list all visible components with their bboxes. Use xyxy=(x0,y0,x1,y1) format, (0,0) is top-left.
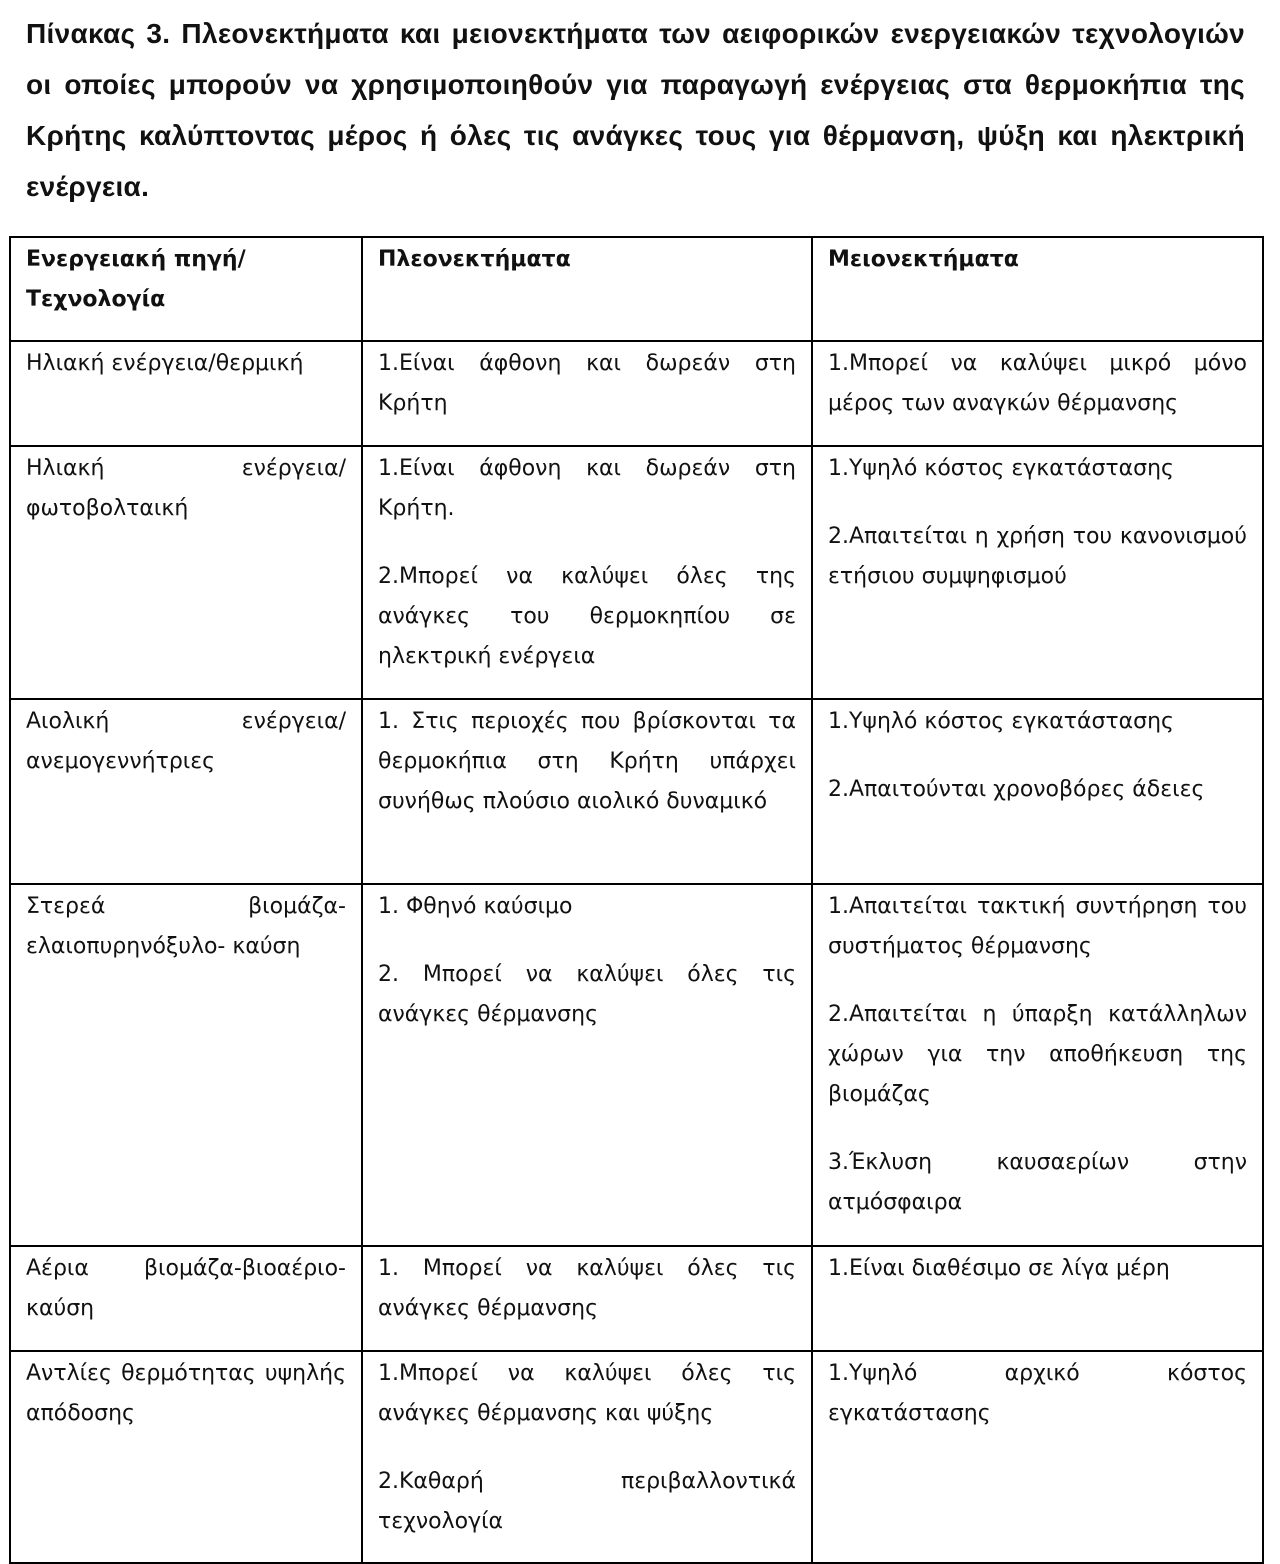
disadvantage-item: 2.Απαιτούνται χρονοβόρες άδειες xyxy=(828,777,1205,802)
advantages-cell xyxy=(362,446,812,699)
disadvantage-item: 1.Υψηλό κόστος εγκατάστασης xyxy=(828,709,1174,734)
disadvantage-item: 1.Μπορεί να καλύψει μικρό μόνο μέρος των αναγκών θέρμανσης xyxy=(828,351,1247,416)
advantage-item: 2. Μπορεί να καλύψει όλες τις ανάγκες θέρμανσης xyxy=(378,962,796,1027)
disadvantages-cell xyxy=(812,884,1263,1246)
source-cell xyxy=(10,341,362,446)
advantage-item: 1.Είναι άφθονη και δωρεάν στη Κρήτη. xyxy=(378,456,796,521)
disadvantage-item: 1.Απαιτείται τακτική συντήρηση του συστήματος θέρμανσης xyxy=(828,894,1247,959)
advantage-item: 2.Μπορεί να καλύψει όλες της ανάγκες του θερμοκηπίου σε ηλεκτρική ενέργεια xyxy=(378,564,796,669)
header-advantages-label: Πλεονεκτήματα xyxy=(378,247,571,272)
disadvantages-cell xyxy=(812,341,1263,446)
table-caption: Πίνακας 3. Πλεονεκτήματα και μειονεκτήματα των αειφορικών ενεργειακών τεχνολογιών οι οποίες μπορούν να χρησιμοποιηθούν για παραγωγή ενέργειας στα θερμοκήπια της Κρήτης καλύπτοντας μέρος ή όλες τις ανάγκες τους για θέρμανση, ψύξη και ηλεκτρική ενέργεια. xyxy=(26,18,1245,202)
source-text: Ηλιακή ενέργεια/θερμική xyxy=(26,351,304,376)
disadvantage-item: 2.Απαιτείται η ύπαρξη κατάλληλων χώρων για την αποθήκευση της βιομάζας xyxy=(828,1002,1247,1107)
advantage-item: 1. Μπορεί να καλύψει όλες τις ανάγκες θέρμανσης xyxy=(378,1256,796,1321)
disadvantages-cell xyxy=(812,1246,1263,1351)
header-disadvantages xyxy=(812,237,1263,341)
disadvantage-item: 1.Υψηλό κόστος εγκατάστασης xyxy=(828,456,1174,481)
source-text: Στερεά βιομάζα-ελαιοπυρηνόξυλο- καύση xyxy=(26,894,346,959)
disadvantage-item: 1.Είναι διαθέσιμο σε λίγα μέρη xyxy=(828,1256,1170,1281)
source-text: Αντλίες θερμότητας υψηλής απόδοσης xyxy=(26,1361,346,1426)
advantage-item: 2.Καθαρή περιβαλλοντικά τεχνολογία xyxy=(378,1469,796,1534)
disadvantage-item: 3.Έκλυση καυσαερίων στην ατμόσφαιρα xyxy=(828,1150,1247,1215)
source-cell xyxy=(10,884,362,1246)
disadvantage-item: 1.Υψηλό αρχικό κόστος εγκατάστασης xyxy=(828,1361,1247,1426)
disadvantage-item: 2.Απαιτείται η χρήση του κανονισμού ετήσιου συμψηφισμού xyxy=(828,524,1247,589)
source-text: Ηλιακή ενέργεια/φωτοβολταική xyxy=(26,456,346,521)
advantages-cell xyxy=(362,1246,812,1351)
advantage-item: 1.Μπορεί να καλύψει όλες τις ανάγκες θέρμανσης και ψύξης xyxy=(378,1361,796,1426)
header-disadvantages-label: Μειονεκτήματα xyxy=(828,247,1019,272)
table-row xyxy=(10,1351,1263,1563)
advantage-item: 1.Είναι άφθονη και δωρεάν στη Κρήτη xyxy=(378,351,796,416)
table-row xyxy=(10,446,1263,699)
header-advantages xyxy=(362,237,812,341)
table-header-row xyxy=(10,237,1263,341)
source-cell xyxy=(10,446,362,699)
advantages-cell xyxy=(362,699,812,884)
advantages-cell xyxy=(362,884,812,1246)
disadvantages-cell xyxy=(812,1351,1263,1563)
disadvantages-cell xyxy=(812,446,1263,699)
advantage-item: 1. Φθηνό καύσιμο xyxy=(378,894,573,919)
disadvantages-cell xyxy=(812,699,1263,884)
source-text: Αέρια βιομάζα-βιοαέριο-καύση xyxy=(26,1256,346,1321)
table-row xyxy=(10,884,1263,1246)
table-row xyxy=(10,341,1263,446)
advantages-cell xyxy=(362,341,812,446)
source-cell xyxy=(10,1351,362,1563)
advantages-cell xyxy=(362,1351,812,1563)
header-source xyxy=(10,237,362,341)
source-cell xyxy=(10,699,362,884)
table-row xyxy=(10,1246,1263,1351)
energy-technologies-table xyxy=(9,236,1264,1564)
header-source-label: Ενεργειακή πηγή/Τεχνολογία xyxy=(26,247,246,312)
table-row xyxy=(10,699,1263,884)
source-text: Αιολική ενέργεια/ανεμογεννήτριες xyxy=(26,709,346,774)
source-cell xyxy=(10,1246,362,1351)
advantage-item: 1. Στις περιοχές που βρίσκονται τα θερμοκήπια στη Κρήτη υπάρχει συνήθως πλούσιο αιολικό δυναμικό xyxy=(378,709,796,814)
